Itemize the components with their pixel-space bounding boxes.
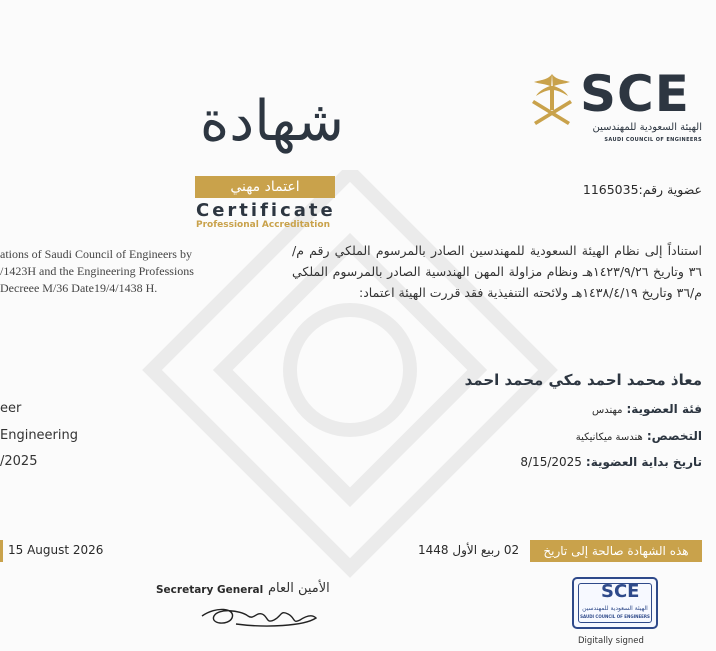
signature xyxy=(196,598,320,638)
validity-label: هذه الشهادة صالحة إلى تاريخ xyxy=(530,540,702,562)
membership-number xyxy=(583,182,702,197)
specialty xyxy=(576,429,702,443)
sce-logo xyxy=(528,66,706,148)
start-label: تاريخ بداية العضوية: xyxy=(585,455,702,469)
validity-date-gregorian: 15 August 2026 xyxy=(8,543,104,557)
arabic-preamble: استناداً إلى نظام الهيئة السعودية للمهندسين الصادر بالمرسوم الملكي رقم م/٣٦ وتاريخ ١٤٢٣/٩/٢٦هـ ونظام مزاولة المهن الهندسية الصادر بالمرسوم الملكي م/٣٦ وتاريخ ١٤٣٨/٤/١٩هـ ولائحته التنفيذية فقد قررت الهيئة اعتماد: xyxy=(292,243,702,300)
english-specialty: Engineering xyxy=(0,428,78,443)
membership-category xyxy=(592,402,702,416)
english-preamble-line: ations of Saudi Council of Engineers by xyxy=(0,247,192,261)
english-preamble xyxy=(0,246,270,297)
certificate-emblem xyxy=(198,80,344,176)
secretary-general-en: Secretary General xyxy=(156,584,264,596)
digital-stamp xyxy=(572,577,658,629)
palm-swords-icon xyxy=(530,70,574,128)
accreditation-subtitle: Professional Accreditation xyxy=(196,220,330,230)
membership-value: 1165035 xyxy=(582,182,639,197)
certificate-title: Certificate xyxy=(196,200,336,221)
stamp-wordmark: SCE xyxy=(601,581,640,602)
english-category: eer xyxy=(0,401,22,416)
arabic-certificate-title: شهادة xyxy=(199,89,344,154)
stamp-english: SAUDI COUNCIL OF ENGINEERS xyxy=(580,614,650,619)
sce-wordmark: SCE xyxy=(580,65,690,123)
gold-edge xyxy=(0,540,3,562)
english-preamble-line: /1423H and the Engineering Professions xyxy=(0,264,194,278)
accreditation-arabic-banner: اعتماد مهني xyxy=(195,176,335,198)
english-preamble-line: Decreee M/36 Date19/4/1438 H. xyxy=(0,281,158,295)
specialty-label: التخصص: xyxy=(646,429,702,443)
membership-start xyxy=(520,455,702,469)
validity-date-hijri: 02 ربيع الأول 1448 xyxy=(418,543,520,557)
english-start-date: /2025 xyxy=(0,454,38,469)
digitally-signed-caption: Digitally signed xyxy=(578,636,644,646)
category-label: فئة العضوية: xyxy=(626,402,702,416)
start-value: 8/15/2025 xyxy=(520,455,582,469)
category-value: مهندس xyxy=(592,405,623,416)
logo-english-name: SAUDI COUNCIL OF ENGINEERS xyxy=(604,137,702,143)
stamp-arabic: الهيئة السعودية للمهندسين xyxy=(582,605,648,612)
member-name: معاذ محمد احمد مكي محمد احمد xyxy=(464,371,702,389)
logo-arabic-name: الهيئة السعودية للمهندسين xyxy=(592,122,702,133)
secretary-general-ar: الأمين العام xyxy=(268,581,330,596)
specialty-value: هندسة ميكانيكية xyxy=(575,432,643,443)
membership-label: عضوية رقم: xyxy=(638,182,702,197)
